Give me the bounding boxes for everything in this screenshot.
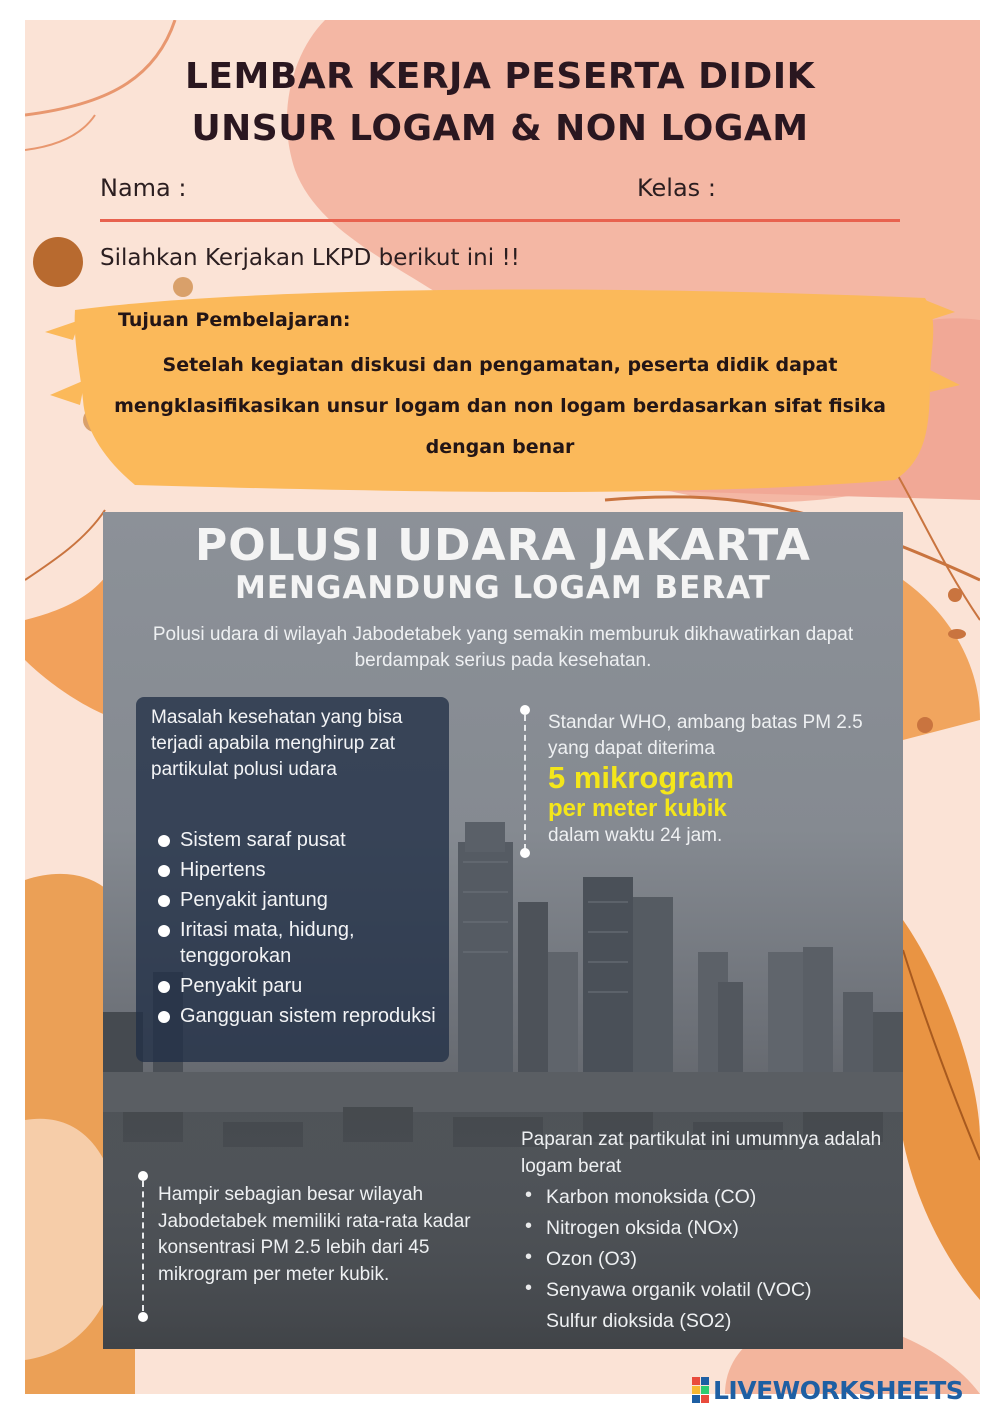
who-unit: per meter kubik xyxy=(548,795,727,822)
list-item: Hipertens xyxy=(156,857,446,883)
worksheet-title-line2: UNSUR LOGAM & NON LOGAM xyxy=(191,108,809,149)
pollution-poster xyxy=(103,512,903,1349)
health-issues-intro: Masalah kesehatan yang bisa terjadi apabila menghirup zat partikulat polusi udara xyxy=(151,707,403,780)
list-item: • Senyawa organik volatil (VOC) xyxy=(525,1275,812,1306)
health-issues-box xyxy=(136,697,449,1062)
objective-text: Setelah kegiatan diskusi dan pengamatan, peserta didik dapat mengklasifikasikan unsur logam dan non logam berdasarkan sifat fisika dengan benar xyxy=(114,354,886,458)
class-label: Kelas : xyxy=(637,174,716,202)
health-issues-list xyxy=(156,827,446,1033)
list-item: • Ozon (O3) xyxy=(525,1244,812,1275)
name-class-underline xyxy=(100,219,900,222)
who-standard-text: Standar WHO, ambang batas PM 2.5 yang dapat diterima xyxy=(548,712,863,759)
timeline-dot xyxy=(520,705,530,715)
list-item: Sulfur dioksida (SO2) xyxy=(546,1310,732,1332)
poster-title-line2: MENGANDUNG LOGAM BERAT xyxy=(235,570,771,606)
objective-heading: Tujuan Pembelajaran: xyxy=(118,309,351,331)
worksheet-title-line1: LEMBAR KERJA PESERTA DIDIK xyxy=(184,56,816,97)
who-value: 5 mikrogram xyxy=(548,760,735,795)
timeline-dot xyxy=(138,1312,148,1322)
list-item: Gangguan sistem reproduksi xyxy=(156,1003,446,1029)
poster-title-line1: POLUSI UDARA JAKARTA xyxy=(195,520,811,571)
heavy-metals-intro: Paparan zat partikulat ini umumnya adalah logam berat xyxy=(521,1129,882,1177)
liveworksheets-brand-text: LIVEWORKSHEETS xyxy=(713,1375,964,1405)
list-item: • Karbon monoksida (CO) xyxy=(525,1182,812,1213)
list-item: Penyakit jantung xyxy=(156,887,446,913)
region-concentration-text: Hampir sebagian besar wilayah Jabodetabek memiliki rata-rata kadar konsentrasi PM 2.5 lebih dari 45 mikrogram per meter kubik. xyxy=(158,1184,471,1285)
timeline-dot xyxy=(138,1171,148,1181)
timeline-dot xyxy=(520,848,530,858)
timeline-line xyxy=(524,715,526,850)
liveworksheets-logo-icon xyxy=(692,1377,709,1403)
list-item: Penyakit paru xyxy=(156,973,446,999)
who-duration: dalam waktu 24 jam. xyxy=(548,825,723,846)
instruction-text: Silahkan Kerjakan LKPD berikut ini !! xyxy=(100,245,520,271)
list-item: Iritasi mata, hidung, tenggorokan xyxy=(156,917,446,969)
heavy-metals-list xyxy=(525,1182,812,1337)
list-item: Sistem saraf pusat xyxy=(156,827,446,853)
liveworksheets-logo xyxy=(692,1373,963,1407)
poster-subtitle: Polusi udara di wilayah Jabodetabek yang semakin memburuk dikhawatirkan dapat berdampak serius pada kesehatan. xyxy=(152,624,854,671)
timeline-line xyxy=(142,1181,144,1311)
list-item: • Nitrogen oksida (NOx) xyxy=(525,1213,812,1244)
name-label: Nama : xyxy=(100,174,187,202)
